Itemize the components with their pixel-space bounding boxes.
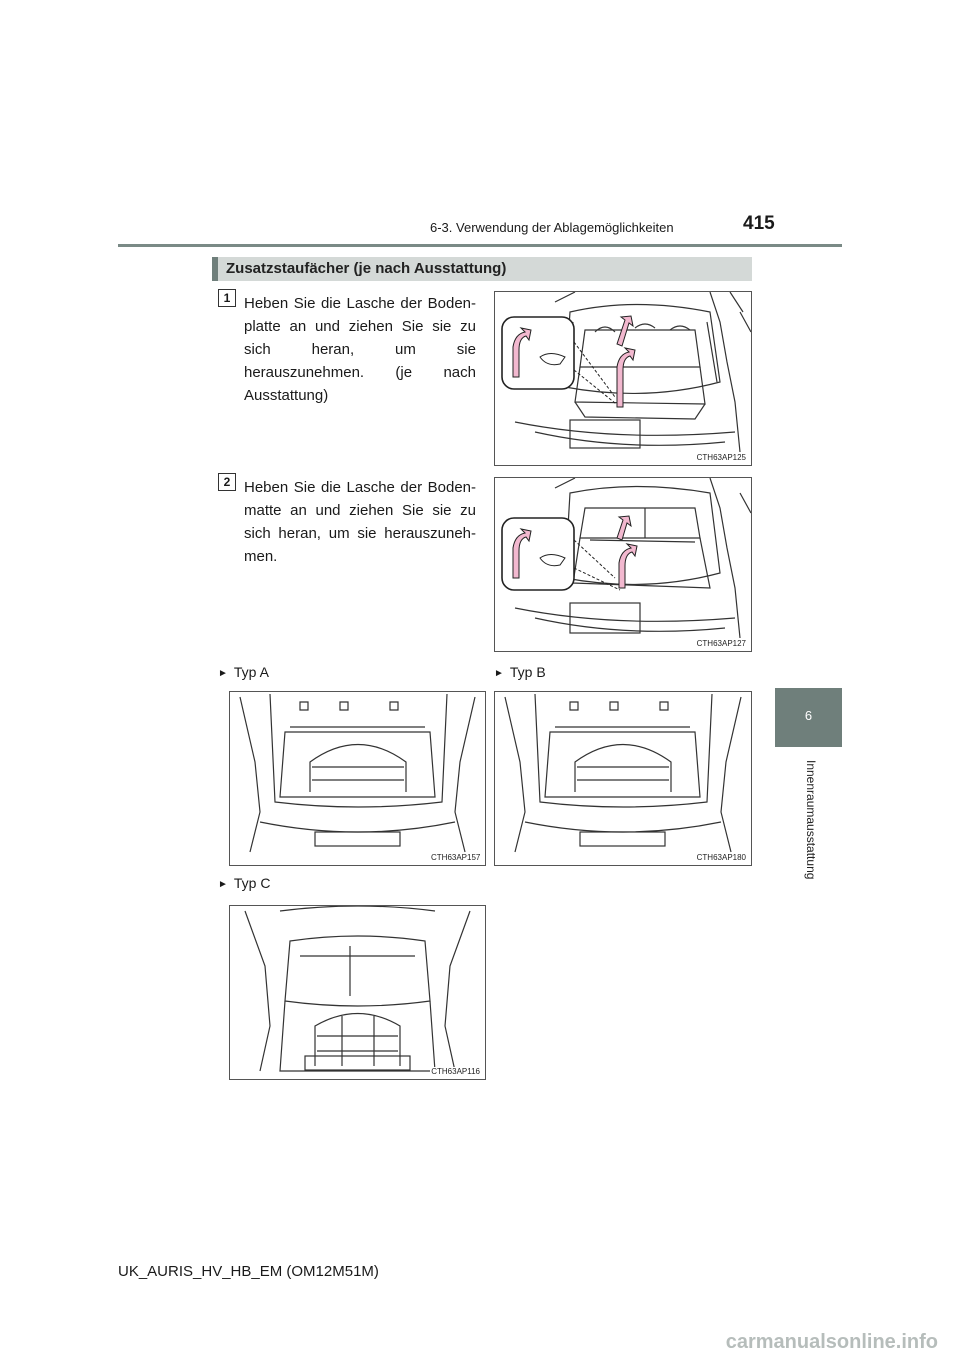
chapter-number: 6	[804, 708, 813, 723]
header-rule	[118, 244, 842, 247]
trunk-liftgate-illustration	[495, 292, 751, 465]
triangle-bullet-icon: ►	[218, 879, 228, 890]
type-c-text: Typ C	[233, 875, 271, 891]
trunk-liftgate-illustration	[495, 478, 751, 651]
figure-code: CTH63AP180	[696, 853, 746, 862]
type-b-text: Typ B	[509, 664, 546, 680]
type-b-figure	[494, 691, 752, 866]
spare-tray-illustration	[230, 692, 485, 865]
figure-code: CTH63AP127	[696, 639, 746, 648]
step-2-figure	[494, 477, 752, 652]
type-b-label	[494, 664, 546, 680]
step-1-figure	[494, 291, 752, 466]
triangle-bullet-icon: ►	[218, 668, 228, 679]
header-title: 6-3. Verwendung der Ablagemöglichkeiten	[430, 220, 674, 235]
type-a-label	[218, 664, 269, 680]
watermark: carmanualsonline.info	[725, 1331, 938, 1353]
spare-tray-illustration	[230, 906, 485, 1079]
type-c-label	[218, 875, 270, 891]
type-c-figure	[229, 905, 486, 1080]
figure-code: CTH63AP157	[431, 853, 481, 862]
step-2-text: Heben Sie die Lasche der Boden- matte an und ziehen Sie sie zu sich heran, um sie herauszuneh- men.	[244, 479, 476, 565]
chapter-tab	[775, 688, 842, 747]
step-1-text: Heben Sie die Lasche der Boden- platte an und ziehen Sie sie zu sich heran, um sie herauszunehmen. (je nach Ausstattung)	[244, 295, 476, 404]
triangle-bullet-icon: ►	[494, 668, 504, 679]
spare-tray-illustration	[495, 692, 751, 865]
step-2-badge: 2	[218, 473, 236, 491]
section-title: Zusatzstaufächer (je nach Ausstattung)	[226, 260, 507, 277]
step-1-badge: 1	[218, 289, 236, 307]
section-heading-bar	[212, 257, 752, 281]
chapter-label: Innenraumausstattung	[804, 760, 818, 880]
page-number: 415	[743, 213, 775, 234]
footer-model: UK_AURIS_HV_HB_EM (OM12M51M)	[118, 1263, 379, 1280]
figure-code: CTH63AP125	[696, 453, 746, 462]
type-a-text: Typ A	[233, 664, 269, 680]
figure-code: CTH63AP116	[431, 1067, 480, 1076]
type-a-figure	[229, 691, 486, 866]
